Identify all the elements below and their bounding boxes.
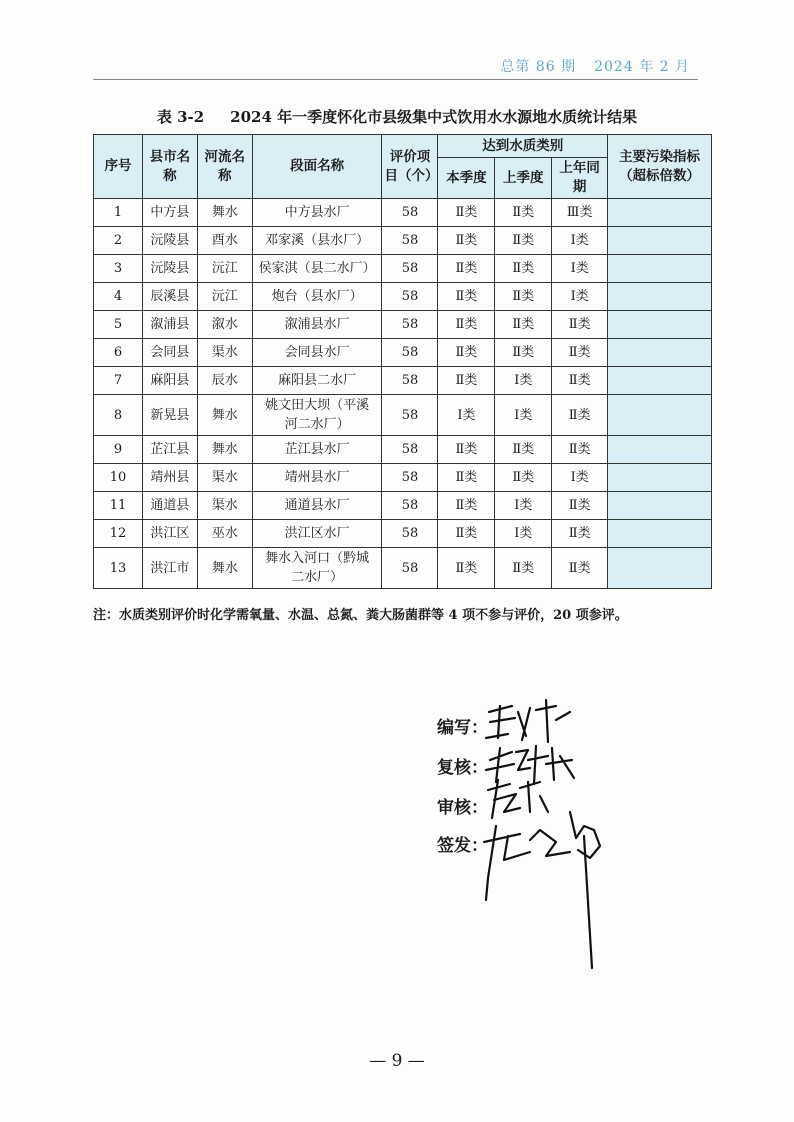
header-last-year: 上年同期 bbox=[552, 158, 608, 199]
cell-items: 58 bbox=[382, 492, 438, 520]
cell-last-year: Ⅱ类 bbox=[552, 548, 608, 589]
audit-label: 审核： bbox=[437, 798, 488, 818]
cell-last-year: Ⅱ类 bbox=[552, 520, 608, 548]
cell-river: 舞水 bbox=[197, 436, 252, 464]
compile-signature bbox=[486, 700, 570, 742]
cell-last-year: Ⅱ类 bbox=[552, 339, 608, 367]
cell-seq: 12 bbox=[94, 520, 143, 548]
cell-section: 炮台（县水厂） bbox=[252, 283, 382, 311]
cell-last-year: Ⅱ类 bbox=[552, 367, 608, 395]
header-this-quarter: 本季度 bbox=[438, 158, 495, 199]
cell-last-q: Ⅱ类 bbox=[495, 464, 552, 492]
cell-items: 58 bbox=[382, 199, 438, 227]
cell-this-q: Ⅱ类 bbox=[438, 311, 495, 339]
cell-this-q: Ⅱ类 bbox=[438, 227, 495, 255]
cell-last-q: Ⅱ类 bbox=[495, 436, 552, 464]
cell-last-year: Ⅰ类 bbox=[552, 283, 608, 311]
cell-county: 靖州县 bbox=[142, 464, 197, 492]
issue-date: 2024 年 2 月 bbox=[594, 59, 690, 75]
cell-county: 溆浦县 bbox=[142, 311, 197, 339]
cell-county: 沅陵县 bbox=[142, 255, 197, 283]
cell-river: 巫水 bbox=[197, 520, 252, 548]
header-pollutant: 主要污染指标（超标倍数） bbox=[608, 135, 712, 199]
cell-river: 舞水 bbox=[197, 548, 252, 589]
table-note: 注：水质类别评价时化学需氧量、水温、总氮、粪大肠菌群等 4 项不参与评价，20 项参评。 bbox=[93, 608, 628, 623]
cell-last-year: Ⅰ类 bbox=[552, 255, 608, 283]
cell-this-q: Ⅱ类 bbox=[438, 464, 495, 492]
cell-river: 舞水 bbox=[197, 199, 252, 227]
cell-this-q: Ⅱ类 bbox=[438, 520, 495, 548]
issue-label: 总第 86 期 bbox=[500, 59, 577, 75]
page-number: — 9 — bbox=[369, 1051, 425, 1071]
cell-last-q: Ⅱ类 bbox=[495, 339, 552, 367]
header-county: 县市名称 bbox=[142, 135, 197, 199]
cell-river: 溆水 bbox=[197, 311, 252, 339]
cell-last-year: Ⅱ类 bbox=[552, 436, 608, 464]
cell-section: 靖州县水厂 bbox=[252, 464, 382, 492]
cell-seq: 4 bbox=[94, 283, 143, 311]
cell-last-q: Ⅱ类 bbox=[495, 283, 552, 311]
cell-this-q: Ⅱ类 bbox=[438, 492, 495, 520]
cell-last-q: Ⅱ类 bbox=[495, 227, 552, 255]
header-items: 评价项目（个） bbox=[382, 135, 438, 199]
cell-county: 麻阳县 bbox=[142, 367, 197, 395]
review-label: 复核： bbox=[437, 758, 488, 778]
cell-seq: 6 bbox=[94, 339, 143, 367]
cell-river: 渠水 bbox=[197, 339, 252, 367]
cell-last-year: Ⅱ类 bbox=[552, 395, 608, 436]
cell-items: 58 bbox=[382, 227, 438, 255]
cell-river: 渠水 bbox=[197, 464, 252, 492]
header-section: 段面名称 bbox=[252, 135, 382, 199]
cell-seq: 13 bbox=[94, 548, 143, 589]
cell-section: 芷江县水厂 bbox=[252, 436, 382, 464]
header-seq: 序号 bbox=[94, 135, 143, 199]
cell-section: 姚文田大坝（平溪河二水厂） bbox=[252, 395, 382, 436]
cell-section: 通道县水厂 bbox=[252, 492, 382, 520]
approve-signature bbox=[484, 812, 600, 968]
cell-seq: 7 bbox=[94, 367, 143, 395]
cell-seq: 1 bbox=[94, 199, 143, 227]
cell-county: 洪江区 bbox=[142, 520, 197, 548]
cell-seq: 9 bbox=[94, 436, 143, 464]
cell-last-year: Ⅱ类 bbox=[552, 311, 608, 339]
cell-this-q: Ⅱ类 bbox=[438, 255, 495, 283]
cell-river: 辰水 bbox=[197, 367, 252, 395]
cell-river: 沅江 bbox=[197, 283, 252, 311]
cell-items: 58 bbox=[382, 311, 438, 339]
cell-county: 辰溪县 bbox=[142, 283, 197, 311]
cell-items: 58 bbox=[382, 548, 438, 589]
cell-section: 侯家淇（县二水厂） bbox=[252, 255, 382, 283]
cell-last-year: Ⅰ类 bbox=[552, 227, 608, 255]
cell-last-q: Ⅱ类 bbox=[495, 255, 552, 283]
table-number: 表 3-2 bbox=[156, 108, 205, 126]
cell-this-q: Ⅱ类 bbox=[438, 548, 495, 589]
cell-section: 中方县水厂 bbox=[252, 199, 382, 227]
audit-signature bbox=[488, 780, 548, 818]
cell-this-q: Ⅱ类 bbox=[438, 283, 495, 311]
cell-last-q: Ⅰ类 bbox=[495, 520, 552, 548]
cell-this-q: Ⅱ类 bbox=[438, 339, 495, 367]
cell-county: 芷江县 bbox=[142, 436, 197, 464]
cell-section: 麻阳县二水厂 bbox=[252, 367, 382, 395]
cell-river: 酉水 bbox=[197, 227, 252, 255]
cell-seq: 10 bbox=[94, 464, 143, 492]
cell-section: 舞水入河口（黔城二水厂） bbox=[252, 548, 382, 589]
cell-river: 沅江 bbox=[197, 255, 252, 283]
cell-items: 58 bbox=[382, 464, 438, 492]
cell-items: 58 bbox=[382, 255, 438, 283]
cell-items: 58 bbox=[382, 339, 438, 367]
cell-last-q: Ⅱ类 bbox=[495, 311, 552, 339]
cell-this-q: Ⅱ类 bbox=[438, 436, 495, 464]
header-last-quarter: 上季度 bbox=[495, 158, 552, 199]
cell-items: 58 bbox=[382, 283, 438, 311]
cell-county: 洪江市 bbox=[142, 548, 197, 589]
header-grade-group: 达到水质类别 bbox=[438, 135, 608, 158]
cell-seq: 5 bbox=[94, 311, 143, 339]
cell-last-year: Ⅰ类 bbox=[552, 464, 608, 492]
cell-last-year: Ⅱ类 bbox=[552, 492, 608, 520]
cell-last-q: Ⅰ类 bbox=[495, 395, 552, 436]
compile-label: 编写： bbox=[437, 718, 488, 738]
cell-river: 舞水 bbox=[197, 395, 252, 436]
cell-seq: 3 bbox=[94, 255, 143, 283]
cell-items: 58 bbox=[382, 395, 438, 436]
cell-this-q: Ⅰ类 bbox=[438, 395, 495, 436]
cell-this-q: Ⅱ类 bbox=[438, 199, 495, 227]
cell-seq: 8 bbox=[94, 395, 143, 436]
cell-section: 洪江区水厂 bbox=[252, 520, 382, 548]
cell-items: 58 bbox=[382, 367, 438, 395]
header-river: 河流名称 bbox=[197, 135, 252, 199]
table-caption: 2024 年一季度怀化市县级集中式饮用水水源地水质统计结果 bbox=[230, 108, 638, 126]
cell-last-q: Ⅱ类 bbox=[495, 548, 552, 589]
cell-last-q: Ⅱ类 bbox=[495, 199, 552, 227]
cell-river: 渠水 bbox=[197, 492, 252, 520]
cell-section: 邓家溪（县水厂） bbox=[252, 227, 382, 255]
cell-last-q: Ⅰ类 bbox=[495, 492, 552, 520]
cell-last-year: Ⅲ类 bbox=[552, 199, 608, 227]
cell-county: 沅陵县 bbox=[142, 227, 197, 255]
cell-section: 溆浦县水厂 bbox=[252, 311, 382, 339]
cell-items: 58 bbox=[382, 520, 438, 548]
cell-county: 中方县 bbox=[142, 199, 197, 227]
cell-county: 通道县 bbox=[142, 492, 197, 520]
review-signature bbox=[486, 746, 574, 784]
cell-seq: 2 bbox=[94, 227, 143, 255]
cell-items: 58 bbox=[382, 436, 438, 464]
cell-this-q: Ⅱ类 bbox=[438, 367, 495, 395]
cell-seq: 11 bbox=[94, 492, 143, 520]
cell-section: 会同县水厂 bbox=[252, 339, 382, 367]
cell-county: 新晃县 bbox=[142, 395, 197, 436]
cell-county: 会同县 bbox=[142, 339, 197, 367]
cell-last-q: Ⅰ类 bbox=[495, 367, 552, 395]
approve-label: 签发： bbox=[437, 836, 488, 856]
